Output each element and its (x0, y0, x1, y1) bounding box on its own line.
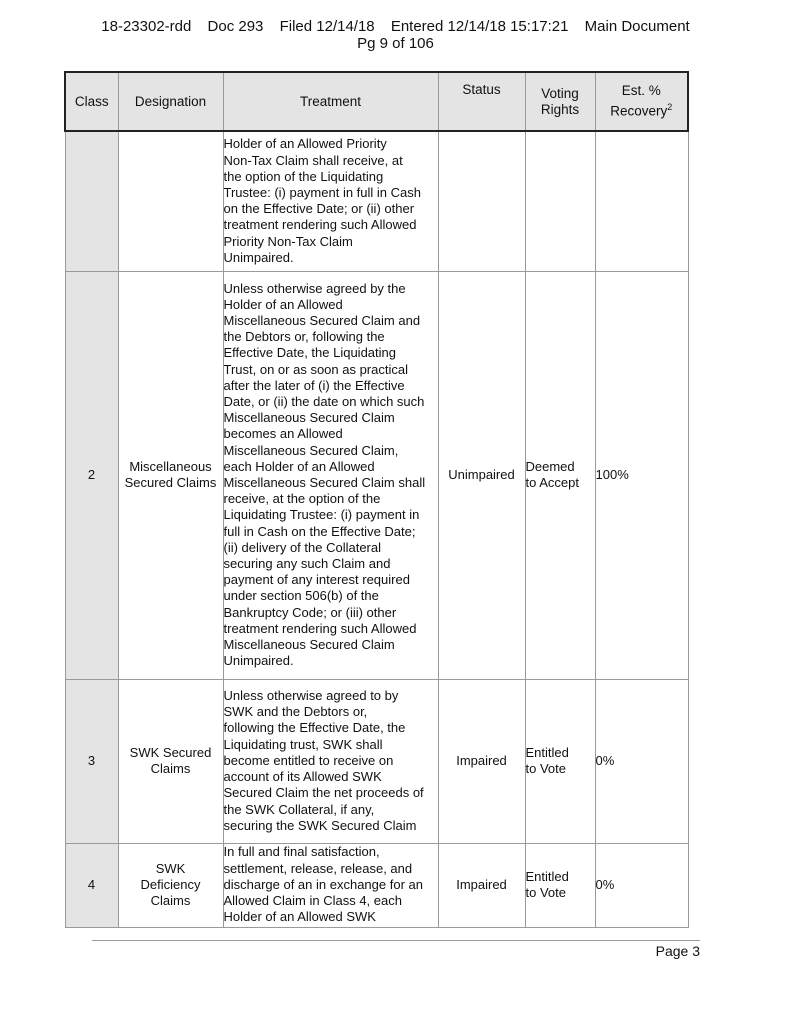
table-row (65, 271, 688, 679)
treatment-line: Liquidating Trustee: (i) payment in (223, 507, 420, 523)
treatment-line: each Holder of an Allowed (223, 458, 375, 474)
designation-cell (118, 131, 223, 271)
designation-cell (118, 271, 223, 679)
designation-line: Miscellaneous (129, 458, 212, 474)
treatment-line: Holder of an Allowed SWK (223, 909, 376, 925)
filing-header-line1 (0, 18, 791, 35)
footer-rule (92, 940, 700, 941)
page-of: Pg 9 of 106 (357, 35, 434, 52)
treatment-cell (223, 843, 438, 927)
table-row (65, 843, 688, 927)
designation-line: Claims (150, 761, 191, 776)
treatment-line: Trustee: (i) payment in full in Cash (223, 185, 421, 201)
header-treatment: Treatment (223, 72, 438, 131)
treatment-line: the option of the Liquidating (223, 168, 384, 184)
treatment-line: Miscellaneous Secured Claim, (223, 442, 399, 458)
treatment-cell (223, 131, 438, 271)
doc-type: Main Document (584, 18, 690, 35)
status-cell: Impaired (438, 679, 525, 843)
treatment-line: In full and final satisfaction, (223, 844, 380, 860)
designation-line: Claims (150, 893, 191, 909)
header-voting-rights (525, 72, 595, 131)
treatment-line: treatment rendering such Allowed (223, 217, 417, 233)
footnote-marker: 2 (667, 102, 673, 113)
designation-line: Secured Claims (124, 475, 217, 490)
class-cell: 3 (65, 679, 118, 843)
table-row (65, 679, 688, 843)
voting-line: to Vote (525, 761, 566, 776)
filing-header (0, 18, 791, 52)
designation-line: SWK (155, 860, 186, 876)
header-class: Class (65, 72, 118, 131)
voting-rights-cell (525, 679, 595, 843)
treatment-line: account of its Allowed SWK (223, 769, 382, 785)
treatment-cell (223, 271, 438, 679)
header-status: Status (438, 72, 525, 131)
treatment-line: discharge of an in exchange for an (223, 876, 423, 892)
treatment-line: settlement, release, release, and (223, 860, 413, 876)
treatment-line: full in Cash on the Effective Date; (223, 523, 416, 539)
treatment-line: (ii) delivery of the Collateral (223, 539, 382, 555)
treatment-line: Bankruptcy Code; or (iii) other (223, 604, 397, 620)
treatment-line: become entitled to receive on (223, 752, 394, 768)
table-header-row (65, 72, 688, 131)
treatment-line: after the later of (i) the Effective (223, 377, 405, 393)
voting-line: Deemed (525, 458, 575, 474)
header-voting-line2: Rights (540, 101, 580, 117)
treatment-line: Miscellaneous Secured Claim (223, 410, 395, 426)
doc-number: Doc 293 (207, 18, 264, 35)
voting-line: Entitled (525, 744, 569, 760)
treatment-line: receive, at the option of the (223, 491, 381, 507)
treatment-line: Miscellaneous Secured Claim shall (223, 475, 426, 490)
status-cell (438, 131, 525, 271)
voting-rights-cell (525, 843, 595, 927)
header-recovery-line2: Recovery (610, 103, 668, 119)
treatment-line: Unless otherwise agreed to by (223, 688, 399, 704)
treatment-line: payment of any interest required (223, 572, 410, 588)
treatment-line: the Debtors or, following the (223, 329, 385, 345)
designation-cell (118, 679, 223, 843)
treatment-line: Unimpaired. (223, 249, 294, 265)
recovery-cell: 0% (595, 843, 688, 927)
treatment-line: Holder of an Allowed Priority (223, 136, 387, 152)
treatment-line: on the Effective Date; or (ii) other (223, 201, 415, 217)
treatment-line: Effective Date, the Liquidating (223, 345, 396, 361)
header-recovery (595, 72, 688, 131)
treatment-line: becomes an Allowed (223, 426, 343, 442)
treatment-line: Secured Claim the net proceeds of (223, 785, 424, 801)
class-cell: 4 (65, 843, 118, 927)
case-number: 18-23302-rdd (101, 18, 192, 35)
filed-date: Filed 12/14/18 (279, 18, 375, 35)
class-cell: 2 (65, 271, 118, 679)
treatment-line: Non-Tax Claim shall receive, at (223, 152, 403, 168)
header-recovery-line1: Est. % (621, 83, 661, 99)
voting-rights-cell (525, 131, 595, 271)
treatment-line: following the Effective Date, the (223, 720, 406, 736)
treatment-line: Liquidating trust, SWK shall (223, 736, 383, 752)
treatment-line: the SWK Collateral, if any, (223, 801, 375, 817)
voting-line: to Vote (525, 885, 566, 900)
treatment-line: securing the SWK Secured Claim (223, 817, 417, 833)
entered-date: Entered 12/14/18 15:17:21 (390, 18, 569, 35)
designation-line: SWK Secured (129, 744, 212, 760)
page-number: Page 3 (655, 943, 700, 959)
treatment-line: Priority Non-Tax Claim (223, 233, 353, 249)
header-designation: Designation (118, 72, 223, 131)
designation-cell (118, 843, 223, 927)
voting-line: to Accept (525, 475, 579, 490)
treatment-line: securing any such Claim and (223, 556, 391, 572)
class-cell (65, 131, 118, 271)
treatment-line: Date, or (ii) the date on which such (223, 393, 425, 409)
treatment-line: Trust, on or as soon as practical (223, 361, 408, 377)
treatment-line: Miscellaneous Secured Claim and (223, 312, 421, 328)
voting-rights-cell (525, 271, 595, 679)
status-cell: Unimpaired (438, 271, 525, 679)
table-row (65, 131, 688, 271)
recovery-cell (595, 131, 688, 271)
treatment-line: Miscellaneous Secured Claim (223, 637, 395, 653)
recovery-cell: 0% (595, 679, 688, 843)
treatment-line: SWK and the Debtors or, (223, 704, 368, 720)
voting-line: Entitled (525, 868, 569, 884)
status-cell: Impaired (438, 843, 525, 927)
treatment-line: Holder of an Allowed (223, 296, 343, 312)
recovery-cell: 100% (595, 271, 688, 679)
treatment-line: under section 506(b) of the (223, 588, 379, 604)
treatment-line: treatment rendering such Allowed (223, 620, 417, 636)
treatment-cell (223, 679, 438, 843)
treatment-line: Unimpaired. (223, 653, 294, 669)
treatment-line: Unless otherwise agreed by the (223, 280, 406, 296)
designation-line: Deficiency (140, 876, 201, 892)
header-voting-line1: Voting (541, 85, 579, 101)
classification-table (64, 71, 689, 928)
treatment-line: Allowed Claim in Class 4, each (223, 893, 402, 909)
